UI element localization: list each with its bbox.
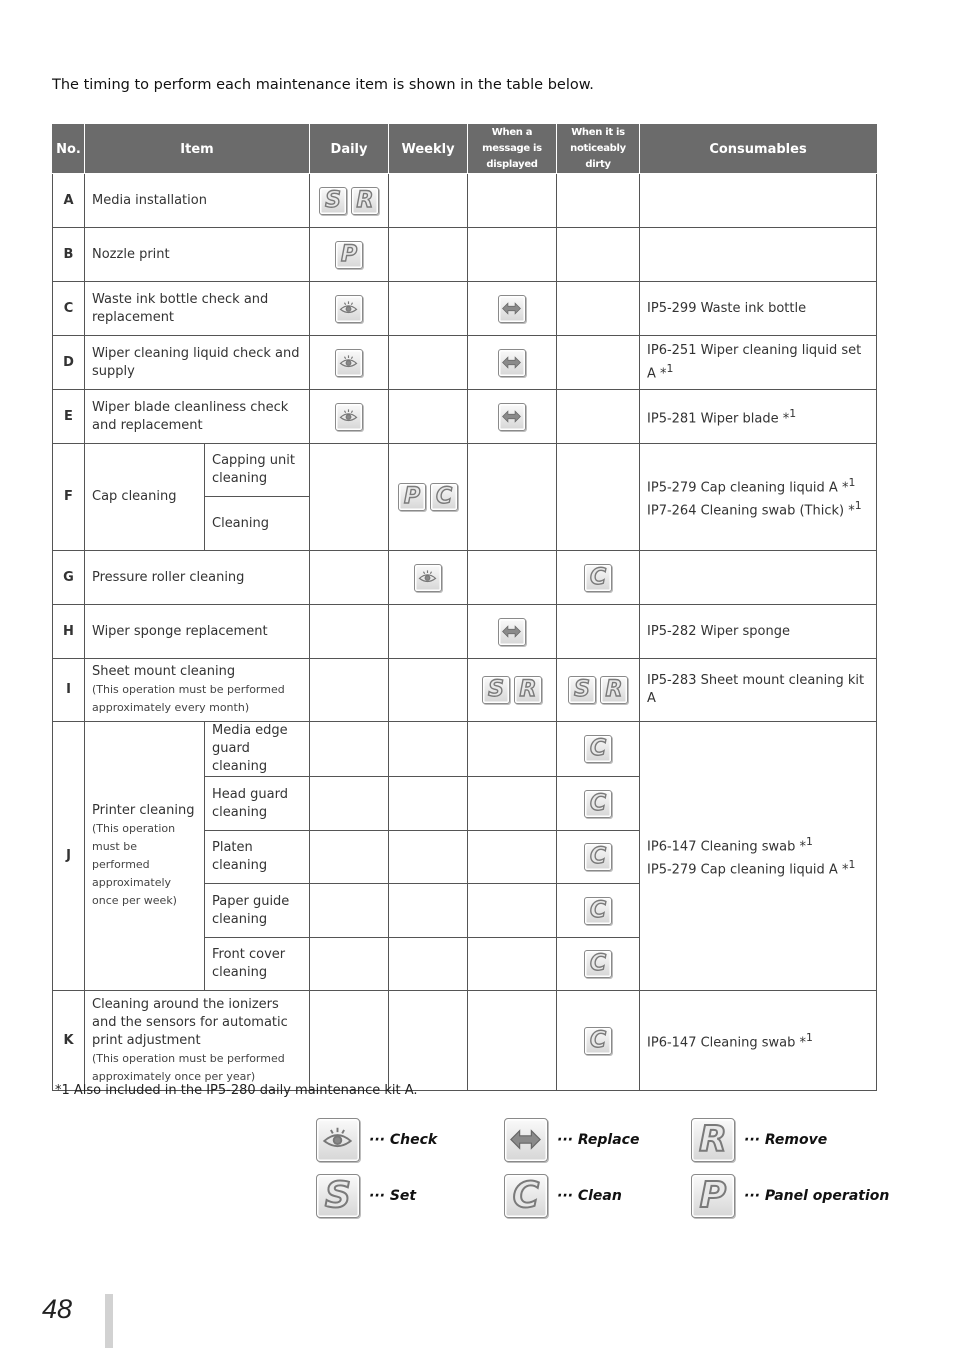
message-cell (468, 831, 557, 884)
weekly-cell (389, 390, 468, 444)
replace-icon (498, 403, 526, 431)
replace-icon (504, 1118, 548, 1162)
clean-icon: C (504, 1174, 548, 1218)
dirty-cell (557, 938, 640, 991)
weekly-cell (389, 884, 468, 938)
row-item-title: Cleaning around the ionizers and the sensors for automatic print adjustment (92, 996, 288, 1048)
remove-icon: R (691, 1118, 735, 1162)
message-cell (468, 991, 557, 1091)
consumable-text: IP5-281 Wiper blade * (647, 411, 790, 427)
dirty-cell (557, 722, 640, 777)
message-cell (468, 551, 557, 605)
maintenance-table (52, 124, 877, 1091)
row-item-note: (This operation must be performed approximately every month) (92, 683, 285, 714)
row-subitem: Cleaning (205, 497, 310, 551)
header-message-line2: displayed (486, 159, 538, 170)
header-message-line1: When a message is (482, 127, 542, 154)
remove-icon: R (514, 676, 542, 704)
clean-icon: C (584, 564, 612, 592)
weekly-cell (389, 722, 468, 777)
row-no: C (53, 282, 85, 336)
table-row (53, 722, 877, 777)
table-row (53, 336, 877, 390)
legend-set (316, 1174, 416, 1218)
legend-label: ··· Remove (744, 1132, 828, 1148)
row-subitem: Head guard cleaning (205, 777, 310, 831)
daily-cell (310, 722, 389, 777)
row-item (85, 659, 310, 722)
replace-icon (498, 618, 526, 646)
header-dirty-line1: When it is (571, 127, 625, 138)
dirty-cell (557, 174, 640, 228)
daily-cell (310, 605, 389, 659)
weekly-cell (389, 831, 468, 884)
legend-label: ··· Clean (557, 1188, 622, 1204)
consumable-text: IP6-147 Cleaning swab * (647, 839, 806, 854)
page-number: 48 (42, 1294, 73, 1324)
message-cell (468, 390, 557, 444)
message-cell (468, 722, 557, 777)
check-icon (335, 295, 363, 323)
daily-cell (310, 174, 389, 228)
weekly-cell (389, 444, 468, 551)
message-cell (468, 884, 557, 938)
message-cell (468, 228, 557, 282)
row-item (85, 722, 205, 991)
weekly-cell (389, 336, 468, 390)
table-row (53, 991, 877, 1091)
consumables-cell (640, 390, 877, 444)
row-no: F (53, 444, 85, 551)
footnote-ref: 1 (848, 858, 856, 871)
clean-icon: C (584, 790, 612, 818)
consumables-cell (640, 551, 877, 605)
consumable-text: IP6-251 Wiper cleaning liquid set A * (647, 342, 862, 382)
legend-replace (504, 1118, 639, 1162)
header-no: No. (53, 125, 85, 174)
footnote-ref: 1 (666, 361, 674, 375)
footnote: *1 Also included in the IP5-280 daily maintenance kit A. (55, 1083, 418, 1098)
row-subitem: Paper guide cleaning (205, 884, 310, 938)
clean-icon: C (584, 843, 612, 871)
weekly-cell (389, 777, 468, 831)
panel-operation-icon: P (691, 1174, 735, 1218)
daily-cell (310, 444, 389, 551)
message-cell (468, 444, 557, 551)
clean-icon: C (584, 950, 612, 978)
row-item: Wiper sponge replacement (85, 605, 310, 659)
legend-label: ··· Replace (557, 1132, 640, 1148)
row-no: J (53, 722, 85, 991)
replace-icon (498, 295, 526, 323)
set-icon: S (319, 187, 347, 215)
weekly-cell (389, 659, 468, 722)
panel-operation-icon: P (398, 483, 426, 511)
daily-cell (310, 390, 389, 444)
legend-clean (504, 1174, 622, 1218)
weekly-cell (389, 174, 468, 228)
table-row (53, 174, 877, 228)
clean-icon: C (584, 1027, 612, 1055)
consumables-cell (640, 444, 877, 551)
check-icon (414, 564, 442, 592)
legend-label: ··· Check (369, 1132, 438, 1148)
clean-icon: C (584, 735, 612, 763)
consumable-text: IP6-147 Cleaning swab * (647, 1035, 806, 1051)
consumables-cell (640, 174, 877, 228)
header-weekly: Weekly (389, 125, 468, 174)
set-icon: S (316, 1174, 360, 1218)
row-item (85, 991, 310, 1091)
consumables-cell (640, 722, 877, 991)
message-cell (468, 605, 557, 659)
row-item: Cap cleaning (85, 444, 205, 551)
check-icon (335, 403, 363, 431)
consumables-cell: IP5-283 Sheet mount cleaning kit A (640, 659, 877, 722)
replace-icon (498, 349, 526, 377)
header-daily: Daily (310, 125, 389, 174)
weekly-cell (389, 282, 468, 336)
row-no: A (53, 174, 85, 228)
footnote-ref: 1 (854, 499, 862, 512)
header-row (53, 125, 877, 174)
footnote-ref: 1 (805, 834, 813, 848)
consumables-cell: IP5-299 Waste ink bottle (640, 282, 877, 336)
dirty-cell (557, 228, 640, 282)
consumables-cell: IP5-282 Wiper sponge (640, 605, 877, 659)
weekly-cell (389, 605, 468, 659)
header-message (468, 125, 557, 174)
daily-cell (310, 551, 389, 605)
footnote-ref: 1 (805, 1030, 813, 1044)
header-dirty-line2: noticeably dirty (570, 143, 626, 170)
message-cell (468, 938, 557, 991)
message-cell (468, 659, 557, 722)
consumable-text: IP5-279 Cap cleaning liquid A * (647, 480, 849, 495)
legend-label: ··· Panel operation (744, 1188, 890, 1204)
message-cell (468, 336, 557, 390)
table-row (53, 551, 877, 605)
weekly-cell (389, 551, 468, 605)
dirty-cell (557, 991, 640, 1091)
row-no: G (53, 551, 85, 605)
dirty-cell (557, 551, 640, 605)
table-row (53, 444, 877, 497)
row-item-title: Printer cleaning (92, 803, 195, 818)
table-row (53, 282, 877, 336)
daily-cell (310, 831, 389, 884)
header-dirty (557, 125, 640, 174)
table-row (53, 659, 877, 722)
daily-cell (310, 336, 389, 390)
set-icon: S (568, 676, 596, 704)
dirty-cell (557, 605, 640, 659)
remove-icon: R (600, 676, 628, 704)
row-subitem: Capping unit cleaning (205, 444, 310, 497)
row-subitem: Front cover cleaning (205, 938, 310, 991)
row-item: Media installation (85, 174, 310, 228)
dirty-cell (557, 777, 640, 831)
legend-label: ··· Set (369, 1188, 417, 1204)
row-no: H (53, 605, 85, 659)
legend-check (316, 1118, 437, 1162)
table-row (53, 228, 877, 282)
consumable-text: IP5-279 Cap cleaning liquid A * (647, 862, 849, 878)
footnote-ref: 1 (848, 475, 856, 489)
set-icon: S (482, 676, 510, 704)
consumables-cell (640, 228, 877, 282)
row-no: D (53, 336, 85, 390)
row-no: B (53, 228, 85, 282)
intro-text: The timing to perform each maintenance item is shown in the table below. (52, 77, 594, 93)
table-row (53, 390, 877, 444)
header-item: Item (85, 125, 310, 174)
daily-cell (310, 938, 389, 991)
dirty-cell (557, 831, 640, 884)
message-cell (468, 174, 557, 228)
weekly-cell (389, 991, 468, 1091)
consumables-cell (640, 991, 877, 1091)
dirty-cell (557, 659, 640, 722)
message-cell (468, 777, 557, 831)
daily-cell (310, 991, 389, 1091)
dirty-cell (557, 884, 640, 938)
row-item: Nozzle print (85, 228, 310, 282)
row-item-note: (This operation must be performed approximately once per week) (92, 822, 177, 907)
row-no: K (53, 991, 85, 1091)
row-item-title: Sheet mount cleaning (92, 664, 236, 679)
panel-operation-icon: P (335, 241, 363, 269)
row-item-note: (This operation must be performed approximately once per year) (92, 1051, 285, 1083)
daily-cell (310, 282, 389, 336)
daily-cell (310, 884, 389, 938)
legend-remove (691, 1118, 827, 1162)
dirty-cell (557, 282, 640, 336)
dirty-cell (557, 390, 640, 444)
legend-panel-operation (691, 1174, 889, 1218)
row-item: Wiper cleaning liquid check and supply (85, 336, 310, 390)
row-item: Wiper blade cleanliness check and replacement (85, 390, 310, 444)
clean-icon: C (584, 897, 612, 925)
consumable-text: IP7-264 Cleaning swab (Thick) * (647, 503, 855, 519)
row-no: E (53, 390, 85, 444)
footnote-ref: 1 (789, 406, 797, 420)
check-icon (316, 1118, 360, 1162)
row-item: Pressure roller cleaning (85, 551, 310, 605)
row-no: I (53, 659, 85, 722)
row-item: Waste ink bottle check and replacement (85, 282, 310, 336)
remove-icon: R (351, 187, 379, 215)
daily-cell (310, 228, 389, 282)
table-row (53, 605, 877, 659)
daily-cell (310, 659, 389, 722)
clean-icon: C (430, 483, 458, 511)
row-subitem: Platen cleaning (205, 831, 310, 884)
dirty-cell (557, 444, 640, 551)
weekly-cell (389, 938, 468, 991)
message-cell (468, 282, 557, 336)
weekly-cell (389, 228, 468, 282)
header-consumables: Consumables (640, 125, 877, 174)
daily-cell (310, 777, 389, 831)
check-icon (335, 349, 363, 377)
page-edge-bar (105, 1294, 113, 1348)
dirty-cell (557, 336, 640, 390)
consumables-cell (640, 336, 877, 390)
row-subitem: Media edge guard cleaning (205, 722, 310, 777)
